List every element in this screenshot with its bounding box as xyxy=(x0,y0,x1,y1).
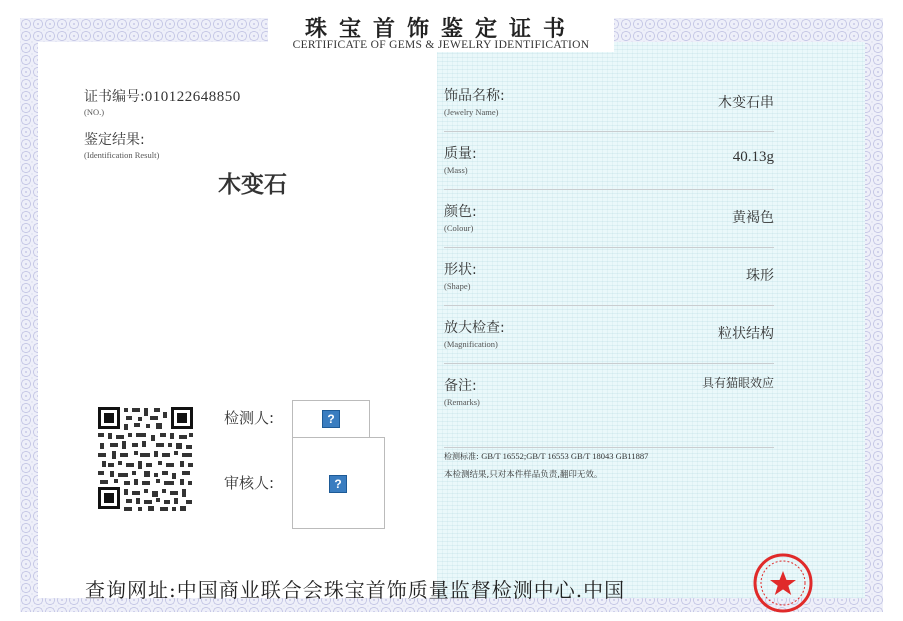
result-value: 木变石 xyxy=(218,172,287,198)
detail-label: 饰品名称: xyxy=(444,88,505,104)
detail-sublabel: (Colour) xyxy=(444,223,474,233)
result-sub: (Identification Result) xyxy=(84,150,160,160)
reviewer-label: 审核人: xyxy=(224,474,275,492)
query-url-footer: 查询网址:中国商业联合会珠宝首饰质量监督检测中心.中国 xyxy=(85,578,626,602)
certificate-title xyxy=(268,8,614,52)
standards-value: GB/T 16552;GB/T 16553 GB/T 18043 GB11887 xyxy=(481,451,649,461)
detail-row-magnification xyxy=(444,317,774,375)
standards-label: 检测标准: xyxy=(444,452,479,461)
official-seal xyxy=(753,553,813,613)
inspector-label: 检测人: xyxy=(224,409,275,427)
divider xyxy=(444,363,774,364)
qr-code[interactable] xyxy=(96,405,195,514)
divider xyxy=(444,247,774,248)
detail-row-jewelry-name xyxy=(444,85,774,143)
divider xyxy=(444,447,774,448)
testing-standards xyxy=(444,451,648,462)
detail-row-colour xyxy=(444,201,774,259)
certificate-number-sub: (NO.) xyxy=(84,107,105,117)
inspector-signature-box xyxy=(292,400,370,438)
detail-row-remarks xyxy=(444,375,774,433)
detail-sublabel: (Magnification) xyxy=(444,339,498,349)
detail-sublabel: (Remarks) xyxy=(444,397,480,407)
reviewer-signature-box xyxy=(292,437,385,529)
detail-value: 黄褐色 xyxy=(732,210,774,226)
detail-value: 珠形 xyxy=(746,268,774,284)
detail-label: 放大检查: xyxy=(444,320,505,336)
result-label: 鉴定结果: xyxy=(84,132,145,148)
disclaimer-note: 本检测结果,只对本件样品负责,翻印无效。 xyxy=(444,470,603,480)
detail-label: 备注: xyxy=(444,378,477,394)
detail-value: 粒状结构 xyxy=(718,326,774,342)
detail-value: 木变石串 xyxy=(718,95,774,111)
certificate-number xyxy=(84,86,241,106)
detail-sublabel: (Jewelry Name) xyxy=(444,107,499,117)
detail-sublabel: (Shape) xyxy=(444,281,471,291)
divider xyxy=(444,305,774,306)
detail-value: 40.13g xyxy=(732,149,774,165)
title-chinese: 珠宝首饰鉴定证书 xyxy=(304,16,577,42)
detail-sublabel: (Mass) xyxy=(444,165,468,175)
detail-row-shape xyxy=(444,259,774,317)
detail-label: 颜色: xyxy=(444,204,477,220)
detail-label: 质量: xyxy=(444,146,477,162)
title-english: CERTIFICATE OF GEMS & JEWELRY IDENTIFICATION xyxy=(292,39,590,51)
certificate-number-value: 010122648850 xyxy=(144,89,241,105)
detail-value: 具有猫眼效应 xyxy=(701,376,774,390)
detail-label: 形状: xyxy=(444,262,477,278)
detail-row-mass xyxy=(444,143,774,201)
broken-image-icon: ? xyxy=(329,475,347,493)
divider xyxy=(444,131,774,132)
certificate-number-label: 证书编号: xyxy=(84,89,145,105)
divider xyxy=(444,189,774,190)
broken-image-icon: ? xyxy=(322,410,340,428)
